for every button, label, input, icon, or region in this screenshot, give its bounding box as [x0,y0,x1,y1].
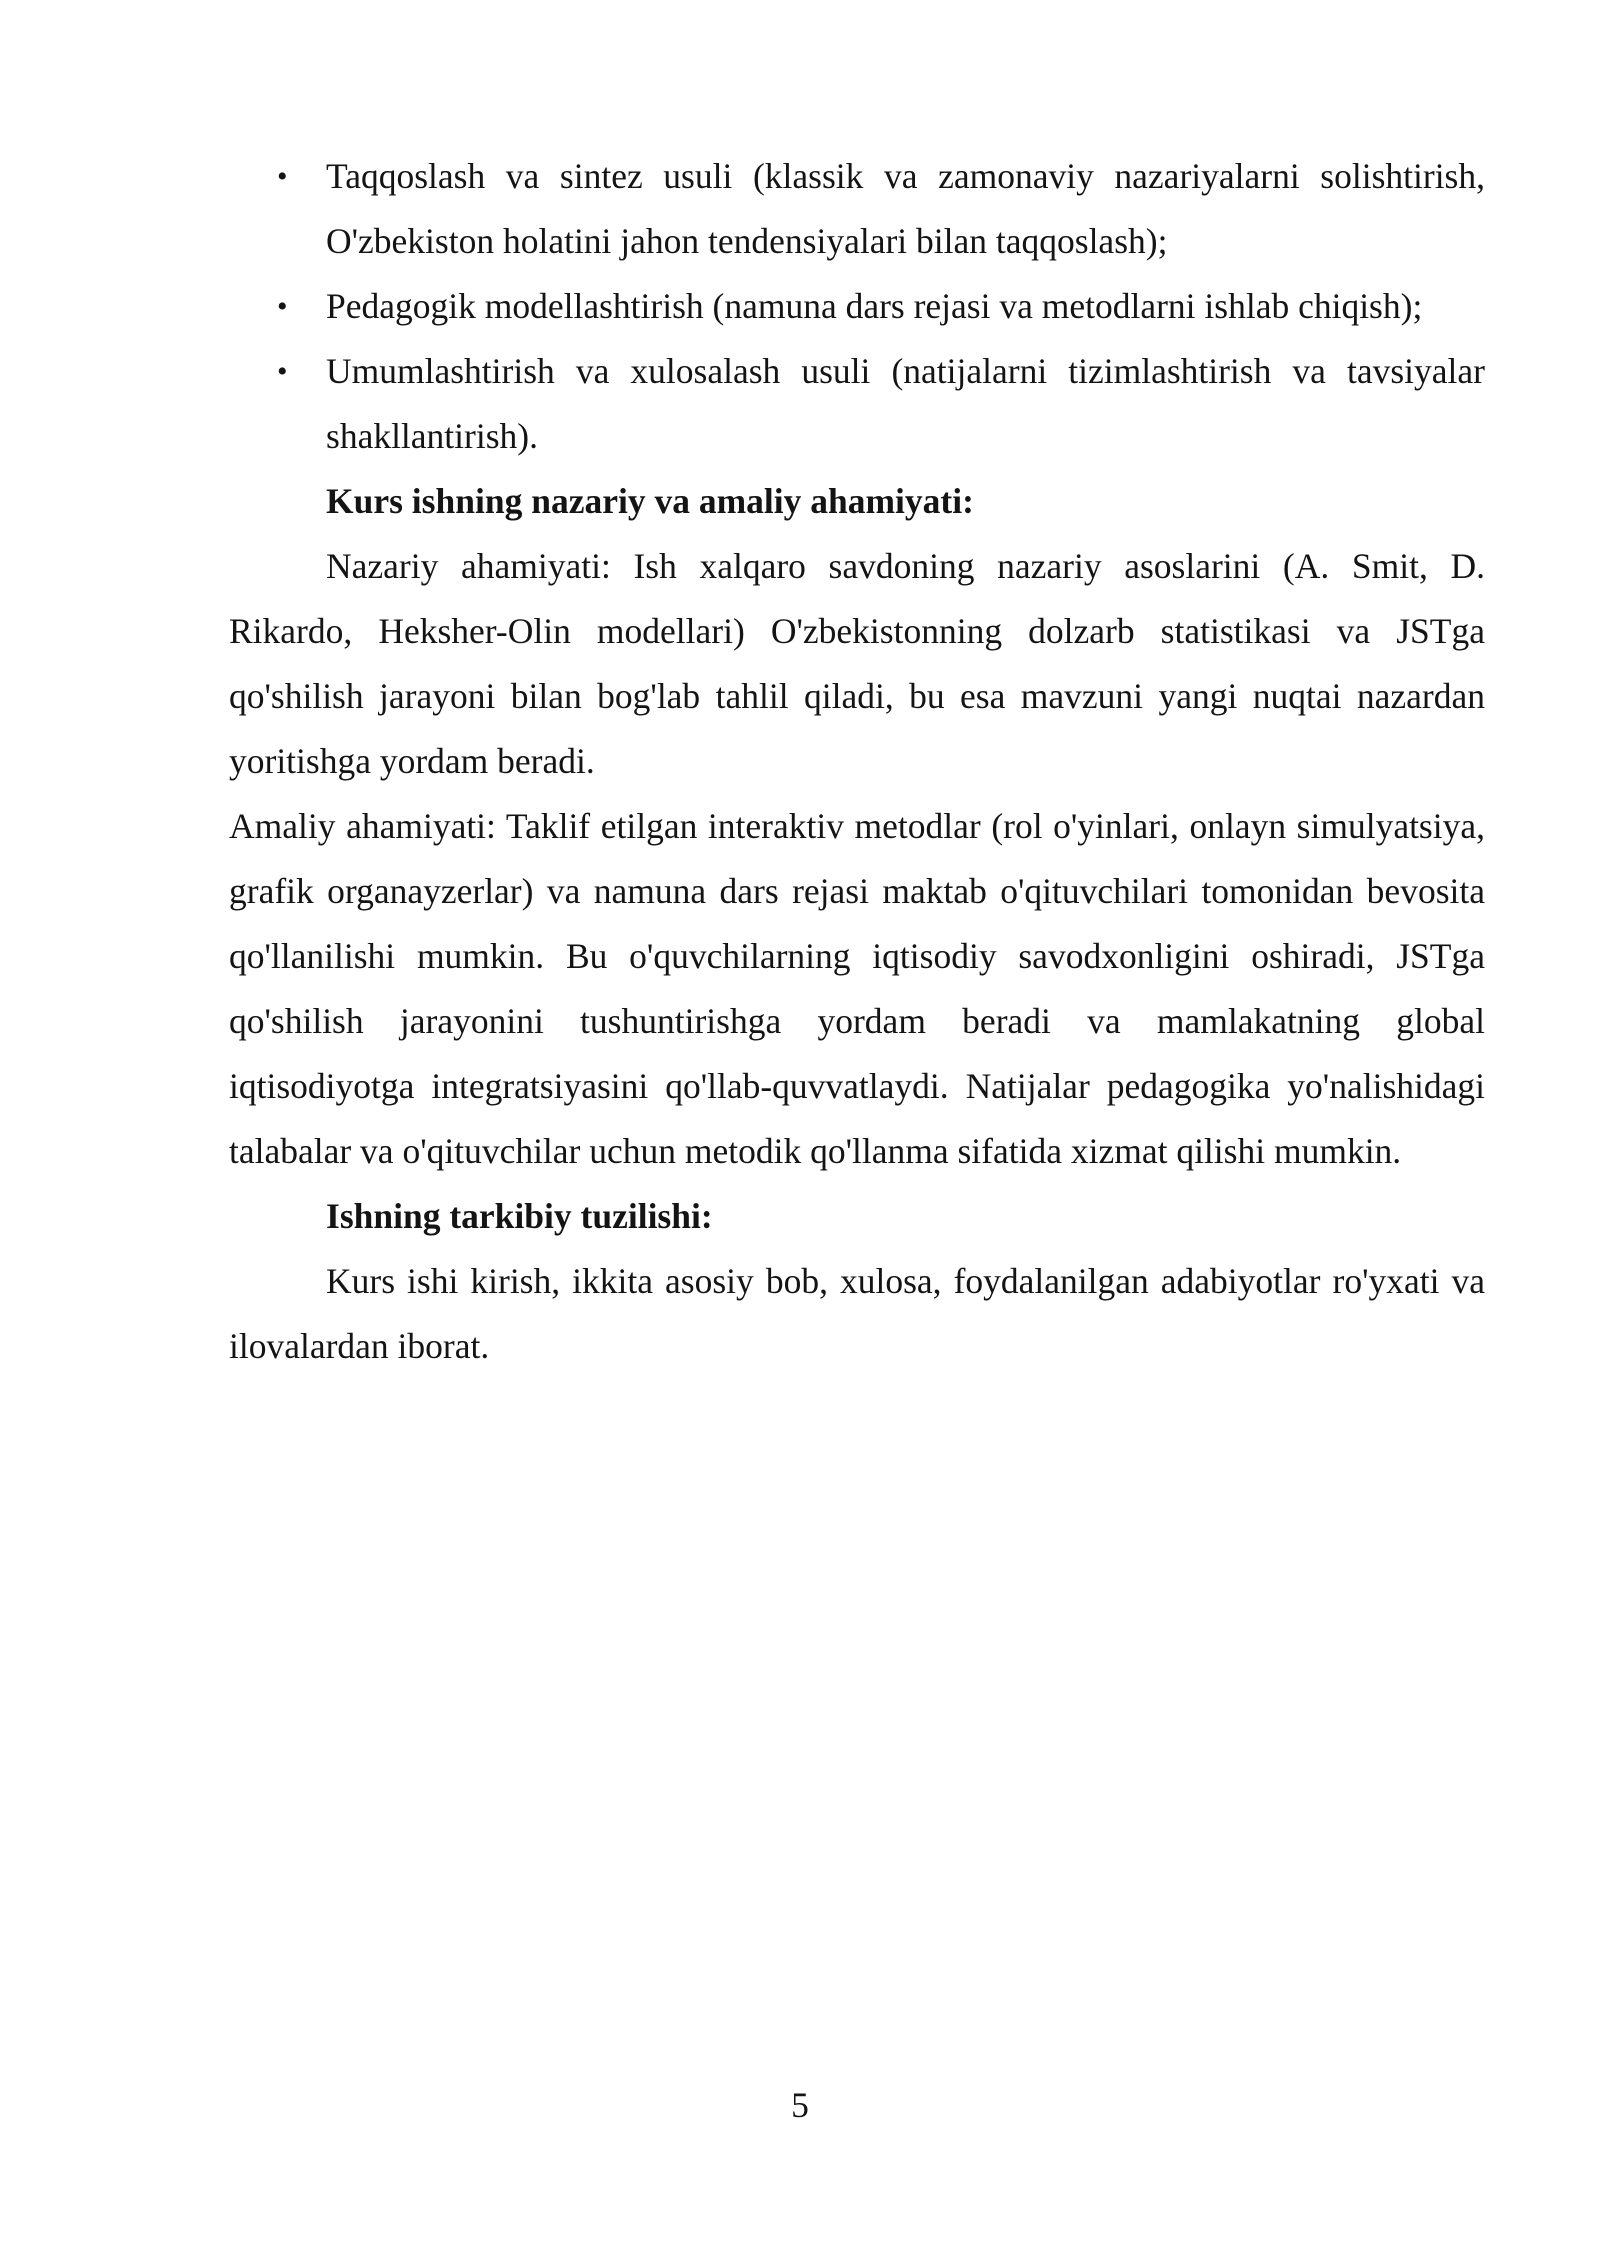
page-number: 5 [791,2085,809,2125]
bullet-icon: • [277,160,288,193]
structure-heading: Ishning tarkibiy tuzilishi: [326,1196,713,1236]
list-item-text: Taqqoslash va sintez usuli (klassik va zamonaviy nazariyalarni solishtirish, O'zbekiston holatini jahon tendensiyalari bilan taqqoslash); [326,156,1485,261]
page-body [229,144,1485,1379]
list-item [229,144,1485,274]
theoretical-significance-paragraph: Nazariy ahamiyati: Ish xalqaro savdoning nazariy asoslarini (A. Smit, D. Rikardo, Heksher-Olin modellari) O'zbekistonning dolzarb statistikasi va JSTga qo'shilish jarayoni bilan bog'lab tahlil qiladi, bu esa mavzuni yangi nuqtai nazardan yoritishga yordam beradi. [229,546,1485,781]
list-item [229,339,1485,469]
significance-heading: Kurs ishning nazariy va amaliy ahamiyati: [326,481,974,521]
structure-paragraph: Kurs ishi kirish, ikkita asosiy bob, xulosa, foydalanilgan adabiyotlar ro'yxati va ilovalardan iborat. [229,1261,1485,1366]
bullet-icon: • [277,355,288,388]
methods-bullet-list [229,144,1485,469]
list-item-text: Umumlashtirish va xulosalash usuli (natijalarni tizimlashtirish va tavsiyalar shakllantirish). [326,351,1485,456]
bullet-icon: • [277,290,288,323]
practical-significance-paragraph: Amaliy ahamiyati: Taklif etilgan interaktiv metodlar (rol o'yinlari, onlayn simulyatsiya, grafik organayzerlar) va namuna dars rejasi maktab o'qituvchilari tomonidan bevosita qo'llanilishi mumkin. Bu o'quvchilarning iqtisodiy savodxonligini oshiradi, JSTga qo'shilish jarayonini tushuntirishga yordam beradi va mamlakatning global iqtisodiyotga integratsiyasini qo'llab-quvvatlaydi. Natijalar pedagogika yo'nalishidagi talabalar va o'qituvchilar uchun metodik qo'llanma sifatida xizmat qilishi mumkin. [229,806,1485,1171]
list-item-text: Pedagogik modellashtirish (namuna dars rejasi va metodlarni ishlab chiqish); [326,286,1423,326]
list-item [229,274,1485,339]
